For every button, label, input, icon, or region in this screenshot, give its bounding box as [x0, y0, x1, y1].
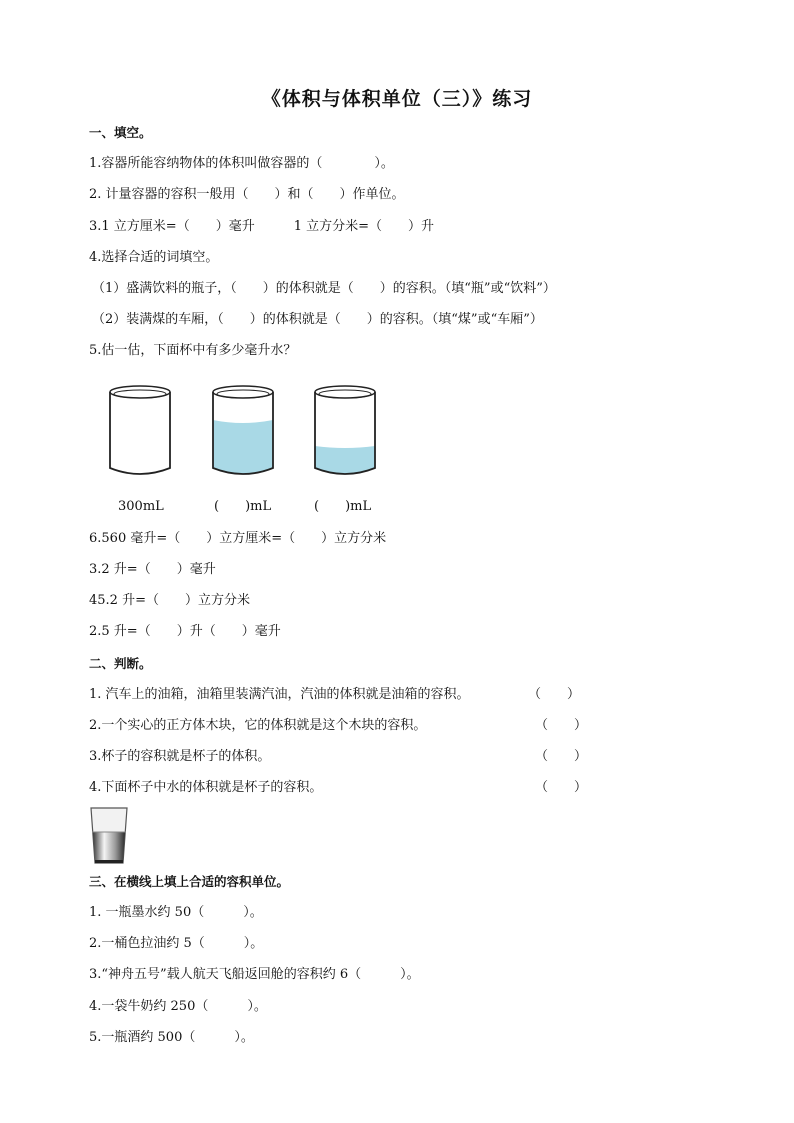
question-6: 6.560 毫升=（ ）立方厘米=（ ）立方分米 — [89, 531, 387, 546]
question-9: 2.5 升=（ ）升（ ）毫升 — [89, 624, 281, 639]
cup-1-label: 300mL — [118, 499, 164, 514]
question-5: 5.估一估，下面杯中有多少毫升水？ — [89, 343, 297, 358]
cup-full-icon — [105, 382, 175, 477]
unit-item-4: 4.一袋牛奶约 250（ ）。 — [89, 999, 267, 1014]
section-3-heading: 三、在横线上填上合适的容积单位。 — [89, 874, 290, 889]
judge-item-4: 4.下面杯子中水的体积就是杯子的容积。 — [89, 780, 323, 795]
unit-item-3: 3.“神舟五号”载人航天飞船返回舱的容积约 6（ ）。 — [89, 967, 420, 982]
judge-item-3: 3.杯子的容积就是杯子的体积。 — [89, 749, 271, 764]
page-title: 《体积与体积单位（三）》练习 — [261, 88, 533, 110]
judge-answer-3: （ ） — [535, 749, 588, 764]
question-4: 4.选择合适的词填空。 — [89, 250, 219, 265]
cup-3-label: ( )mL — [314, 499, 372, 514]
water-glass-icon — [89, 806, 129, 866]
section-2-heading: 二、判断。 — [89, 656, 152, 671]
question-4-part-1: （1）盛满饮料的瓶子，（ ）的体积就是（ ）的容积。（填“瓶”或“饮料”） — [92, 281, 556, 296]
question-3: 3.1 立方厘米=（ ）毫升 1 立方分米=（ ）升 — [89, 219, 434, 234]
cup-mostly-full-icon — [208, 382, 278, 477]
judge-item-2: 2.一个实心的正方体木块，它的体积就是这个木块的容积。 — [89, 718, 427, 733]
judge-answer-4: （ ） — [535, 780, 588, 795]
question-7: 3.2 升=（ ）毫升 — [89, 562, 216, 577]
judge-item-1: 1. 汽车上的油箱，油箱里装满汽油，汽油的体积就是油箱的容积。 — [89, 687, 470, 702]
cup-2-label: ( )mL — [214, 499, 272, 514]
cup-quarter-full-icon — [310, 382, 380, 477]
unit-item-5: 5.一瓶酒约 500（ ）。 — [89, 1030, 254, 1045]
question-4-part-2: （2）装满煤的车厢，（ ）的体积就是（ ）的容积。（填“煤”或“车厢”） — [92, 312, 543, 327]
unit-item-1: 1. 一瓶墨水约 50（ ）。 — [89, 905, 263, 920]
question-1: 1.容器所能容纳物体的体积叫做容器的（ ）。 — [89, 156, 394, 171]
question-2: 2. 计量容器的容积一般用（ ）和（ ）作单位。 — [89, 187, 405, 202]
judge-answer-2: （ ） — [535, 718, 588, 733]
unit-item-2: 2.一桶色拉油约 5（ ）。 — [89, 936, 264, 951]
section-1-heading: 一、填空。 — [89, 125, 152, 140]
judge-answer-1: （ ） — [528, 687, 581, 702]
question-8: 45.2 升=（ ）立方分米 — [89, 593, 250, 608]
